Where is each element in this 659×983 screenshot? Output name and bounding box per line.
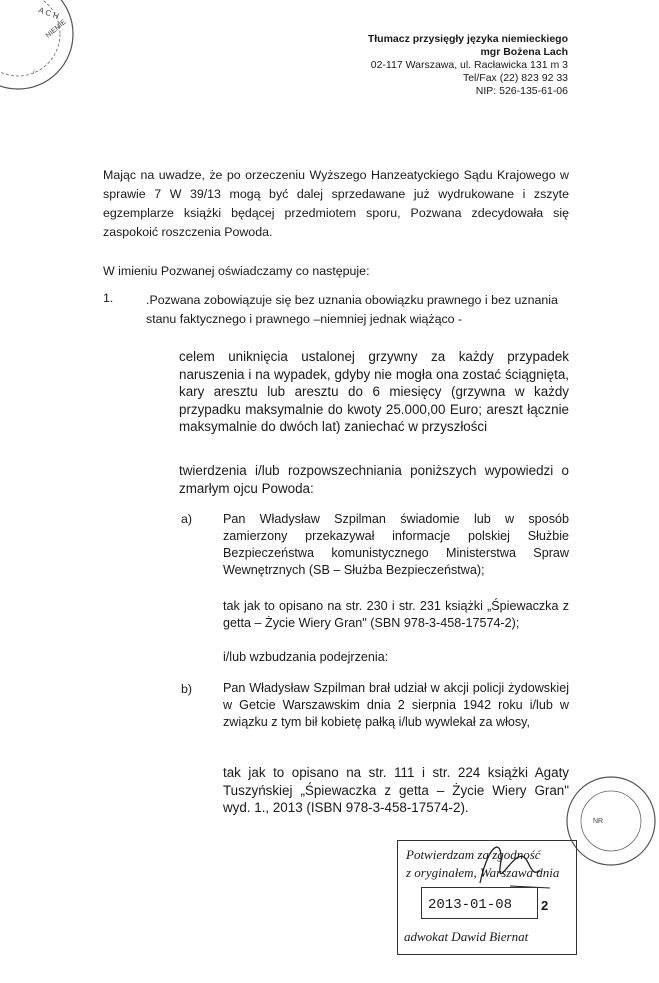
svg-text:A C H: A C H <box>37 5 61 22</box>
header-name: mgr Bożena Lach <box>480 46 568 58</box>
header-nip: NIP: 526-135-61-06 <box>475 85 568 97</box>
stamp-line-2: z oryginałem, Warszawa dnia <box>406 865 560 880</box>
item-b-text: Pan Władysław Szpilman brał udział w akcji policji żydowskiej w Getcie Warszawskim dnia 2 sierpnia 1942 roku i/lub w związku z tym bił kobietę pałką i/lub wywlekał za włosy, <box>223 681 569 729</box>
item-a-suspicion: i/lub wzbudzania podejrzenia: <box>223 650 389 664</box>
header-address: 02-117 Warszawa, ul. Racławicka 131 m 3 <box>370 59 568 71</box>
certification-stamp <box>397 840 577 955</box>
item-1-number: 1. <box>103 291 114 305</box>
item-b-label: b) <box>181 682 193 696</box>
penalty-paragraph: celem uniknięcia ustalonej grzywny za każdy przypadek naruszenia i na wypadek, gdyby nie mogła ona zostać ściągnięta, kary aresztu lub aresztu do 6 miesięcy (grzywna w każdy przypadku maksymalnie do kwoty 25.000,00 Euro; areszt łącznie maksymalnie do dwóch lat) zaniechać w przyszłości <box>179 349 569 434</box>
item-1-text: .Pozwana zobowiązuje się bez uznania obowiązku prawnego i bez uznania stanu faktycznego i prawnego –niemniej jednak wiążąco - <box>146 293 558 326</box>
stamp-attorney-name: adwokat Dawid Biernat <box>404 929 529 944</box>
stamp-date: 2013-01-08 <box>428 897 513 913</box>
stamp-line-1: Potwierdzam za zgodność <box>406 847 541 862</box>
statements-paragraph: twierdzenia i/lub rozpowszechniania poniższych wypowiedzi o zmarłym ojcu Powoda: <box>179 463 569 496</box>
svg-text:/: / <box>33 70 35 76</box>
item-a-label: a) <box>181 512 193 526</box>
header-title: Tłumacz przysięgły języka niemieckiego <box>367 33 568 45</box>
svg-text:NIEMIE: NIEMIE <box>44 18 68 40</box>
declaration-paragraph: W imieniu Pozwanej oświadczamy co następuje: <box>103 264 370 278</box>
translator-header <box>300 33 568 98</box>
intro-paragraph: Mając na uwadze, że po orzeczeniu Wyższego Hanzeatyckiego Sądu Krajowego w sprawie 7 W 39/13 mogą być dalej sprzedawane już wydrukowane i zszyte egzemplarze książki będącej przedmiotem sporu, Pozwana zdecydowała się zaspokoić roszczenia Powoda. <box>103 168 569 239</box>
svg-text:NR: NR <box>593 818 604 825</box>
item-b-source: tak jak to opisano na str. 111 i str. 224 książki Agaty Tuszyńskiej „Śpiewaczka z getta – Życie Wiery Gran" wyd. 1., 2013 (ISBN 978-3-458-17574-2). <box>223 765 569 815</box>
translator-seal-icon <box>0 0 88 104</box>
item-a-text: Pan Władysław Szpilman świadomie lub w sposób zamierzony przekazywał informacje polskiej Służbie Bezpieczeństwa komunistycznego Ministerstwa Spraw Wewnętrznych (SB – Służba Bezpieczeństwa); <box>223 512 569 577</box>
page-number: 2 <box>541 898 549 913</box>
header-phone: Tel/Fax (22) 823 92 33 <box>462 72 568 84</box>
item-a-source: tak jak to opisano na str. 230 i str. 231 książki „Śpiewaczka z getta – Życie Wiery Gran" (SBN 978-3-458-17574-2); <box>223 599 569 630</box>
round-seal-icon <box>563 773 659 869</box>
